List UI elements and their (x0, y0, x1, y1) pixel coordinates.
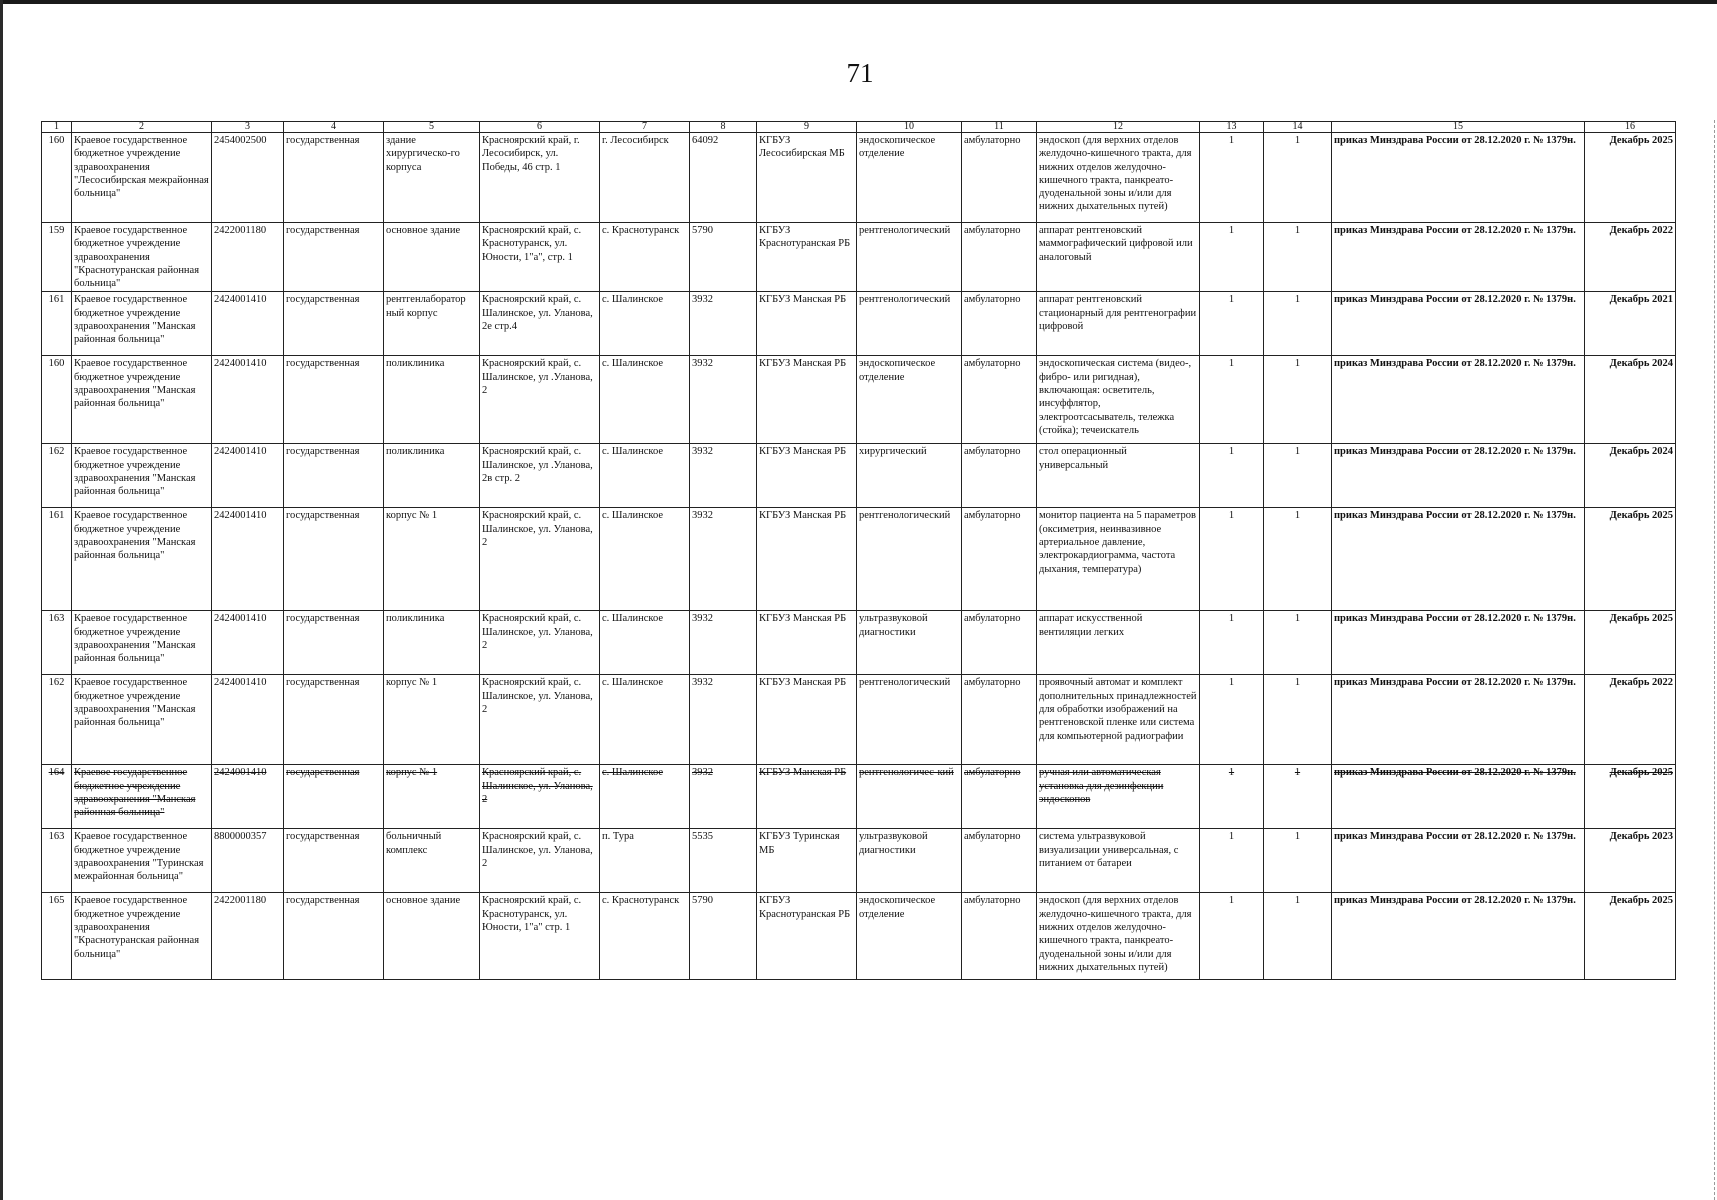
cell-department: рентгенологичес-кий (857, 765, 962, 829)
cell-equipment: эндоскопическая система (видео-, фибро- или ригидная), включающая: осветитель, инсуффлятор, электроотсасыватель, тележка (стойка); течеискатель (1037, 356, 1200, 444)
cell-deadline-date: Декабрь 2022 (1585, 675, 1676, 765)
cell-department: ультразвуковой диагностики (857, 829, 962, 893)
cell-locality: п. Тура (600, 829, 690, 893)
cell-ownership-form: государственная (284, 611, 384, 675)
cell-locality: с. Краснотуранск (600, 893, 690, 980)
cell-ownership-form: государственная (284, 508, 384, 611)
column-number: 10 (857, 122, 962, 133)
cell-department: эндоскопическое отделение (857, 356, 962, 444)
cell-quantity-required: 1 (1200, 765, 1264, 829)
cell-address: Красноярский край, с. Шалинское, ул. Уланова, 2 (480, 829, 600, 893)
cell-order-reference: приказ Минздрава России от 28.12.2020 г. № 1379н. (1332, 133, 1585, 223)
cell-deadline-date: Декабрь 2021 (1585, 292, 1676, 356)
cell-care-type: амбулаторно (962, 765, 1037, 829)
table-row (42, 675, 1676, 765)
cell-short-name: КГБУЗ Туринская МБ (757, 829, 857, 893)
cell-deadline-date: Декабрь 2024 (1585, 444, 1676, 508)
cell-population: 5790 (690, 223, 757, 292)
cell-organization-name: Краевое государственное бюджетное учреждение здравоохранения "Манская районная больница" (72, 508, 212, 611)
cell-short-name: КГБУЗ Лесосибирская МБ (757, 133, 857, 223)
cell-equipment: аппарат рентгеновский маммографический цифровой или аналоговый (1037, 223, 1200, 292)
table-row (42, 893, 1676, 980)
cell-equipment: эндоскоп (для верхних отделов желудочно-кишечного тракта, для нижних отделов желудочно-кишечного тракта, панкреато-дуоденальной зоны и/или для нижних дыхательных путей) (1037, 133, 1200, 223)
cell-order-reference: приказ Минздрава России от 28.12.2020 г. № 1379н. (1332, 292, 1585, 356)
equipment-table (41, 121, 1676, 980)
cell-deadline-date: Декабрь 2025 (1585, 508, 1676, 611)
cell-quantity-required: 1 (1200, 893, 1264, 980)
cell-organization-name: Краевое государственное бюджетное учреждение здравоохранения "Лесосибирская межрайонная больница" (72, 133, 212, 223)
cell-ownership-form: государственная (284, 765, 384, 829)
cell-order-reference: приказ Минздрава России от 28.12.2020 г. № 1379н. (1332, 356, 1585, 444)
cell-short-name: КГБУЗ Манская РБ (757, 292, 857, 356)
cell-row-number: 163 (42, 829, 72, 893)
cell-organization-name: Краевое государственное бюджетное учреждение здравоохранения "Манская районная больница" (72, 356, 212, 444)
cell-row-number: 163 (42, 611, 72, 675)
cell-locality: с. Шалинское (600, 611, 690, 675)
cell-quantity-planned: 1 (1264, 829, 1332, 893)
cell-short-name: КГБУЗ Манская РБ (757, 611, 857, 675)
cell-building: рентгенлаборатор ный корпус (384, 292, 480, 356)
cell-equipment: проявочный автомат и комплект дополнительных принадлежностей для обработки изображений на рентгеновской пленке или система для компьютерной радиографии (1037, 675, 1200, 765)
cell-population: 3932 (690, 356, 757, 444)
cell-short-name: КГБУЗ Манская РБ (757, 444, 857, 508)
cell-quantity-required: 1 (1200, 356, 1264, 444)
cell-locality: с. Шалинское (600, 765, 690, 829)
cell-row-number: 164 (42, 765, 72, 829)
table-row (42, 292, 1676, 356)
cell-row-number: 165 (42, 893, 72, 980)
cell-department: рентгенологический (857, 223, 962, 292)
cell-department: хирургический (857, 444, 962, 508)
cell-organization-name: Краевое государственное бюджетное учреждение здравоохранения "Манская районная больница" (72, 675, 212, 765)
cell-address: Красноярский край, с. Шалинское, ул. Уланова, 2е стр.4 (480, 292, 600, 356)
cell-building: основное здание (384, 223, 480, 292)
cell-equipment: аппарат рентгеновский стационарный для рентгенографии цифровой (1037, 292, 1200, 356)
cell-ownership-form: государственная (284, 893, 384, 980)
cell-locality: с. Шалинское (600, 292, 690, 356)
cell-deadline-date: Декабрь 2025 (1585, 765, 1676, 829)
cell-order-reference: приказ Минздрава России от 28.12.2020 г. № 1379н. (1332, 444, 1585, 508)
cell-ownership-form: государственная (284, 133, 384, 223)
cell-locality: г. Лесосибирск (600, 133, 690, 223)
cell-short-name: КГБУЗ Манская РБ (757, 675, 857, 765)
cell-inn: 2424001410 (212, 292, 284, 356)
cell-address: Красноярский край, с. Шалинское, ул .Уланова, 2в стр. 2 (480, 444, 600, 508)
cell-population: 3932 (690, 508, 757, 611)
cell-inn: 2454002500 (212, 133, 284, 223)
cell-building: поликлиника (384, 444, 480, 508)
cell-short-name: КГБУЗ Манская РБ (757, 765, 857, 829)
cell-quantity-planned: 1 (1264, 444, 1332, 508)
cell-building: поликлиника (384, 611, 480, 675)
cell-care-type: амбулаторно (962, 444, 1037, 508)
cell-population: 3932 (690, 675, 757, 765)
cell-ownership-form: государственная (284, 829, 384, 893)
cell-care-type: амбулаторно (962, 675, 1037, 765)
cell-locality: с. Шалинское (600, 675, 690, 765)
cell-row-number: 160 (42, 356, 72, 444)
cell-address: Красноярский край, с. Шалинское, ул .Уланова, 2 (480, 356, 600, 444)
cell-building: корпус № 1 (384, 508, 480, 611)
cell-organization-name: Краевое государственное бюджетное учреждение здравоохранения "Краснотуранская районная больница" (72, 223, 212, 292)
column-number: 6 (480, 122, 600, 133)
table-row (42, 508, 1676, 611)
cell-order-reference: приказ Минздрава России от 28.12.2020 г. № 1379н. (1332, 829, 1585, 893)
cell-department: эндоскопическое отделение (857, 893, 962, 980)
cell-equipment: система ультразвуковой визуализации универсальная, с питанием от батареи (1037, 829, 1200, 893)
cell-short-name: КГБУЗ Манская РБ (757, 508, 857, 611)
cell-row-number: 161 (42, 508, 72, 611)
cell-quantity-required: 1 (1200, 292, 1264, 356)
cell-building: корпус № 1 (384, 675, 480, 765)
cell-building: основное здание (384, 893, 480, 980)
cell-equipment: стол операционный универсальный (1037, 444, 1200, 508)
column-number: 11 (962, 122, 1037, 133)
cell-order-reference: приказ Минздрава России от 28.12.2020 г. № 1379н. (1332, 611, 1585, 675)
column-number: 8 (690, 122, 757, 133)
cell-quantity-required: 1 (1200, 829, 1264, 893)
cell-row-number: 162 (42, 444, 72, 508)
table-row (42, 765, 1676, 829)
cell-population: 5790 (690, 893, 757, 980)
cell-row-number: 160 (42, 133, 72, 223)
cell-quantity-required: 1 (1200, 223, 1264, 292)
cell-order-reference: приказ Минздрава России от 28.12.2020 г. № 1379н. (1332, 765, 1585, 829)
table-row (42, 611, 1676, 675)
column-number: 14 (1264, 122, 1332, 133)
cell-inn: 2424001410 (212, 675, 284, 765)
cell-ownership-form: государственная (284, 356, 384, 444)
column-number: 16 (1585, 122, 1676, 133)
cell-short-name: КГБУЗ Манская РБ (757, 356, 857, 444)
column-number: 3 (212, 122, 284, 133)
column-number-row (42, 122, 1676, 133)
cell-quantity-planned: 1 (1264, 893, 1332, 980)
column-number: 12 (1037, 122, 1200, 133)
cell-population: 3932 (690, 292, 757, 356)
column-number: 4 (284, 122, 384, 133)
cell-inn: 2424001410 (212, 356, 284, 444)
cell-inn: 2422001180 (212, 893, 284, 980)
cell-care-type: амбулаторно (962, 292, 1037, 356)
scan-border-left (0, 0, 3, 1200)
cell-inn: 2422001180 (212, 223, 284, 292)
cell-order-reference: приказ Минздрава России от 28.12.2020 г. № 1379н. (1332, 223, 1585, 292)
cell-organization-name: Краевое государственное бюджетное учреждение здравоохранения "Манская районная больница" (72, 611, 212, 675)
cell-inn: 2424001410 (212, 765, 284, 829)
table-row (42, 444, 1676, 508)
cell-inn: 2424001410 (212, 611, 284, 675)
cell-short-name: КГБУЗ Краснотуранская РБ (757, 893, 857, 980)
cell-locality: с. Шалинское (600, 508, 690, 611)
cell-care-type: амбулаторно (962, 893, 1037, 980)
cell-quantity-planned: 1 (1264, 508, 1332, 611)
cell-population: 3932 (690, 611, 757, 675)
cell-locality: с. Шалинское (600, 356, 690, 444)
column-number: 2 (72, 122, 212, 133)
cell-department: рентгенологический (857, 292, 962, 356)
cell-population: 64092 (690, 133, 757, 223)
table-row (42, 133, 1676, 223)
cell-quantity-planned: 1 (1264, 611, 1332, 675)
cell-locality: с. Краснотуранск (600, 223, 690, 292)
cell-care-type: амбулаторно (962, 356, 1037, 444)
cell-order-reference: приказ Минздрава России от 28.12.2020 г. № 1379н. (1332, 893, 1585, 980)
cell-address: Красноярский край, с. Шалинское, ул. Уланова, 2 (480, 765, 600, 829)
cell-order-reference: приказ Минздрава России от 28.12.2020 г. № 1379н. (1332, 508, 1585, 611)
cell-quantity-required: 1 (1200, 611, 1264, 675)
cell-quantity-planned: 1 (1264, 765, 1332, 829)
cell-department: рентгенологический (857, 675, 962, 765)
cell-deadline-date: Декабрь 2025 (1585, 133, 1676, 223)
cell-deadline-date: Декабрь 2022 (1585, 223, 1676, 292)
cell-department: эндоскопическое отделение (857, 133, 962, 223)
cell-address: Красноярский край, с. Шалинское, ул. Уланова, 2 (480, 508, 600, 611)
cell-address: Красноярский край, г. Лесосибирск, ул. Победы, 46 стр. 1 (480, 133, 600, 223)
column-number: 13 (1200, 122, 1264, 133)
cell-care-type: амбулаторно (962, 611, 1037, 675)
cell-locality: с. Шалинское (600, 444, 690, 508)
cell-quantity-required: 1 (1200, 508, 1264, 611)
cell-inn: 8800000357 (212, 829, 284, 893)
cell-organization-name: Краевое государственное бюджетное учреждение здравоохранения "Манская районная больница" (72, 292, 212, 356)
cell-quantity-planned: 1 (1264, 133, 1332, 223)
cell-quantity-planned: 1 (1264, 356, 1332, 444)
cell-quantity-planned: 1 (1264, 223, 1332, 292)
scan-border-top (0, 0, 1717, 4)
column-number: 9 (757, 122, 857, 133)
cell-row-number: 161 (42, 292, 72, 356)
cell-equipment: ручная или автоматическая установка для дезинфекции эндоскопов (1037, 765, 1200, 829)
table-row (42, 829, 1676, 893)
cell-organization-name: Краевое государственное бюджетное учреждение здравоохранения "Манская районная больница" (72, 765, 212, 829)
cell-population: 5535 (690, 829, 757, 893)
cell-quantity-required: 1 (1200, 675, 1264, 765)
cell-address: Красноярский край, с. Краснотуранск, ул. Юности, 1"а", стр. 1 (480, 223, 600, 292)
cell-address: Красноярский край, с. Шалинское, ул. Уланова, 2 (480, 675, 600, 765)
column-number: 7 (600, 122, 690, 133)
cell-deadline-date: Декабрь 2025 (1585, 611, 1676, 675)
cell-organization-name: Краевое государственное бюджетное учреждение здравоохранения "Краснотуранская районная больница" (72, 893, 212, 980)
column-number: 1 (42, 122, 72, 133)
table-row (42, 223, 1676, 292)
cell-building: больничный комплекс (384, 829, 480, 893)
cell-equipment: монитор пациента на 5 параметров (оксиметрия, неинвазивное артериальное давление, электрокардиограмма, частота дыхания, температура) (1037, 508, 1200, 611)
cell-department: рентгенологический (857, 508, 962, 611)
cell-deadline-date: Декабрь 2023 (1585, 829, 1676, 893)
cell-building: корпус № 1 (384, 765, 480, 829)
table-row (42, 356, 1676, 444)
page-number: 71 (846, 58, 874, 88)
cell-inn: 2424001410 (212, 444, 284, 508)
cell-equipment: эндоскоп (для верхних отделов желудочно-кишечного тракта, для нижних отделов желудочно-кишечного тракта, панкреато-дуоденальной зоны и/или для нижних дыхательных путей) (1037, 893, 1200, 980)
cell-population: 3932 (690, 765, 757, 829)
cell-ownership-form: государственная (284, 444, 384, 508)
cell-inn: 2424001410 (212, 508, 284, 611)
cell-address: Красноярский край, с. Краснотуранск, ул. Юности, 1"а" стр. 1 (480, 893, 600, 980)
cell-ownership-form: государственная (284, 292, 384, 356)
cell-order-reference: приказ Минздрава России от 28.12.2020 г. № 1379н. (1332, 675, 1585, 765)
cell-care-type: амбулаторно (962, 508, 1037, 611)
cell-quantity-required: 1 (1200, 444, 1264, 508)
cell-address: Красноярский край, с. Шалинское, ул. Уланова, 2 (480, 611, 600, 675)
cell-deadline-date: Декабрь 2024 (1585, 356, 1676, 444)
cell-deadline-date: Декабрь 2025 (1585, 893, 1676, 980)
column-number: 15 (1332, 122, 1585, 133)
cell-quantity-required: 1 (1200, 133, 1264, 223)
cell-short-name: КГБУЗ Краснотуранская РБ (757, 223, 857, 292)
cell-care-type: амбулаторно (962, 223, 1037, 292)
cell-department: ультразвуковой диагностики (857, 611, 962, 675)
cell-organization-name: Краевое государственное бюджетное учреждение здравоохранения "Манская районная больница" (72, 444, 212, 508)
cell-equipment: аппарат искусственной вентиляции легких (1037, 611, 1200, 675)
cell-row-number: 159 (42, 223, 72, 292)
cell-organization-name: Краевое государственное бюджетное учреждение здравоохранения "Туринская межрайонная больница" (72, 829, 212, 893)
cell-care-type: амбулаторно (962, 829, 1037, 893)
cell-building: поликлиника (384, 356, 480, 444)
cell-row-number: 162 (42, 675, 72, 765)
cell-care-type: амбулаторно (962, 133, 1037, 223)
cell-ownership-form: государственная (284, 223, 384, 292)
cell-quantity-planned: 1 (1264, 292, 1332, 356)
cell-ownership-form: государственная (284, 675, 384, 765)
cell-building: здание хирургическо-го корпуса (384, 133, 480, 223)
column-number: 5 (384, 122, 480, 133)
cell-population: 3932 (690, 444, 757, 508)
cell-quantity-planned: 1 (1264, 675, 1332, 765)
